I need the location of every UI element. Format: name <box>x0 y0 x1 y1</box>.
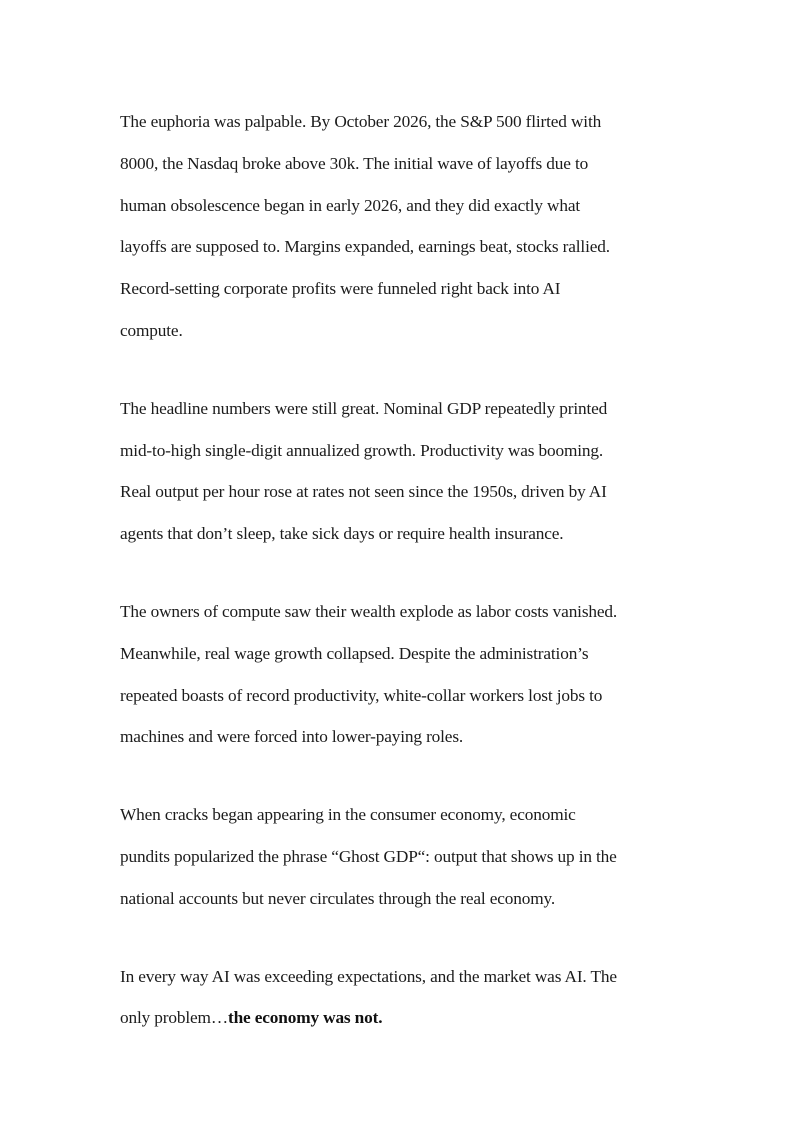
text-line: The headline numbers were still great. Nominal GDP repeatedly printed <box>120 398 608 418</box>
text-line: Meanwhile, real wage growth collapsed. Despite the administration’s <box>120 643 589 663</box>
text-line: national accounts but never circulates through the real economy. <box>120 888 556 908</box>
text-line: Record-setting corporate profits were funneled right back into AI <box>120 279 561 299</box>
text-line: The euphoria was palpable. By October 2026, the S&P 500 flirted with <box>120 112 602 131</box>
paragraph-ghost-gdp <box>120 794 680 919</box>
text-line: pundits popularized the phrase “Ghost GDP“: output that shows up in the <box>120 846 617 866</box>
text-line: Real output per hour rose at rates not seen since the 1950s, driven by AI <box>120 482 607 502</box>
text-line: repeated boasts of record productivity, white-collar workers lost jobs to <box>120 685 603 705</box>
final-line-bold: the economy was not. <box>227 1008 383 1028</box>
text-line: agents that don’t sleep, take sick days or require health insurance. <box>120 524 564 544</box>
text-line: human obsolescence began in early 2026, and they did exactly what <box>120 195 581 215</box>
text-line: layoffs are supposed to. Margins expanded, earnings beat, stocks rallied. <box>120 237 610 257</box>
text-line-final <box>120 997 680 1039</box>
text-line: 8000, the Nasdaq broke above 30k. The initial wave of layoffs due to <box>120 153 589 173</box>
text-line: When cracks began appearing in the consumer economy, economic <box>120 805 576 825</box>
paragraph-owners-of-compute <box>120 591 680 758</box>
text-line: In every way AI was exceeding expectations, and the market was AI. The <box>120 966 617 986</box>
text-line: machines and were forced into lower-paying roles. <box>120 727 464 747</box>
paragraph-conclusion <box>120 956 680 1040</box>
text-line: The owners of compute saw their wealth explode as labor costs vanished. <box>120 601 618 621</box>
text-line: compute. <box>120 320 183 340</box>
text-line: mid-to-high single-digit annualized growth. Productivity was booming. <box>120 440 604 460</box>
paragraph-headline-numbers <box>120 388 680 555</box>
paragraph-euphoria <box>120 101 680 352</box>
final-line-prefix: only problem… <box>120 1008 228 1028</box>
document-body <box>120 101 680 1039</box>
